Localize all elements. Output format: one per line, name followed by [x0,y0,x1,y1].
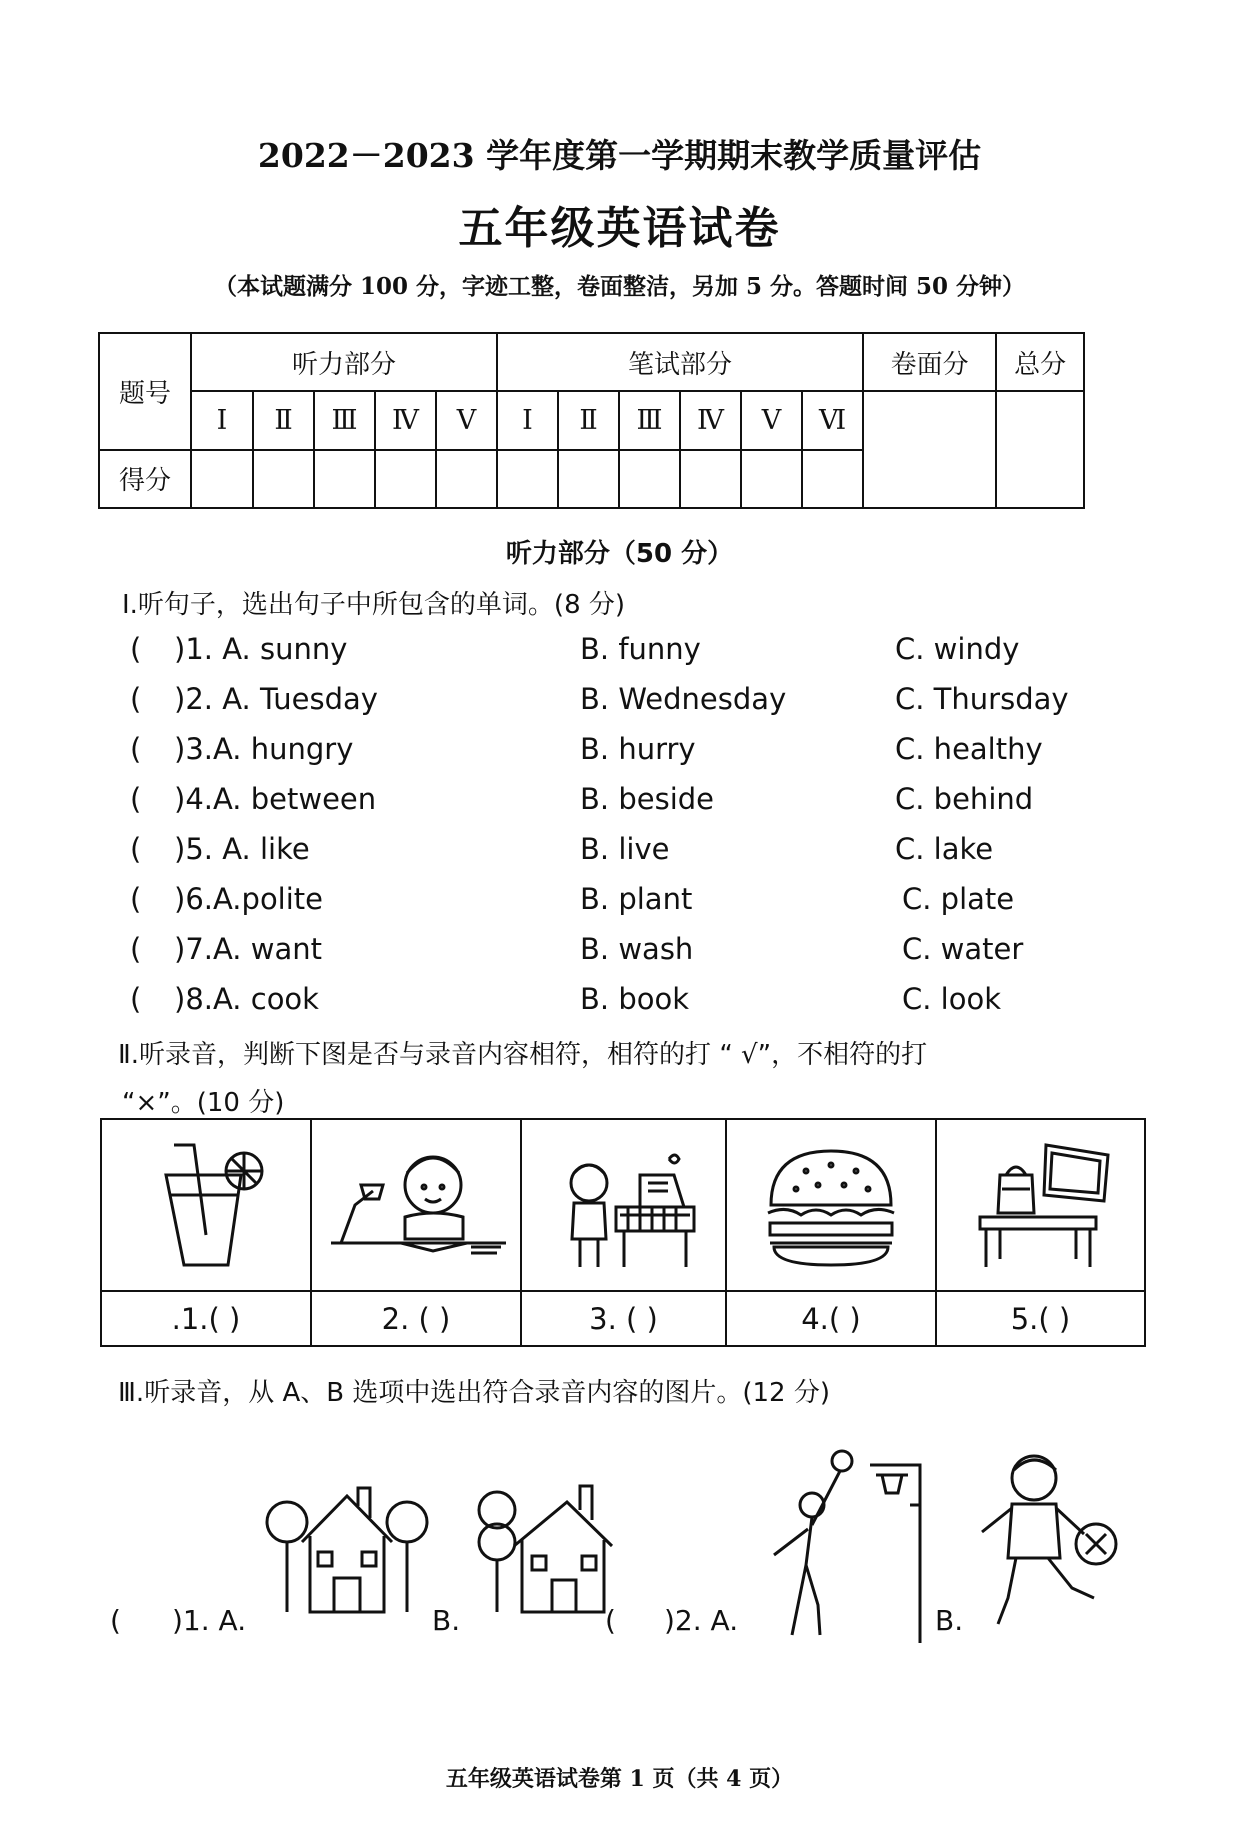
soccer-player-icon [972,1448,1122,1628]
option-b: B. plant [580,882,693,916]
listening-col-4: Ⅳ [375,391,436,449]
section1-title: Ⅰ.听句子，选出句子中所包含的单词。(8 分) [122,590,626,620]
score-cell[interactable] [436,450,497,508]
option-c: C. water [902,932,1024,966]
picture-cell [936,1119,1145,1291]
q3-1-option-b: B. [432,1604,461,1637]
option-b: B. live [580,832,670,866]
list-item [0,832,1239,876]
answer-paren[interactable]: ( [130,682,142,716]
answer-paren[interactable]: ( [130,932,142,966]
hamburger-icon [756,1135,906,1275]
q3-1-option-a: )1. A. [172,1604,247,1637]
listening-heading: 听力部分（50 分） [505,539,734,569]
picture-cell [726,1119,936,1291]
section3-title: Ⅲ.听录音，从 A、B 选项中选出符合录音内容的图片。(12 分) [118,1378,830,1408]
answer-paren[interactable]: ( [130,632,142,666]
option-c: C. Thursday [895,682,1069,716]
option-c: C. look [902,982,1002,1016]
section2-title-line1: Ⅱ.听录音，判断下图是否与录音内容相符，相符的打 “ √”，不相符的打 [118,1040,928,1070]
total-score-label: 总分 [996,333,1084,391]
writing-col-1: Ⅰ [497,391,558,449]
list-item [0,932,1239,976]
q3-2-option-a: )2. A. [664,1604,739,1637]
section2-title-line2: “×”。(10 分) [122,1088,285,1118]
option-a: )7.A. want [174,932,322,966]
list-item [0,632,1239,676]
option-b: B. beside [580,782,714,816]
picture-answer-1[interactable]: .1.( ) [101,1291,311,1346]
answer-paren[interactable]: ( [130,882,142,916]
option-a: )8.A. cook [174,982,319,1016]
score-cell[interactable] [375,450,436,508]
option-a: )5. A. like [174,832,310,866]
neatness-score-cell[interactable] [863,391,996,508]
picture-cell [101,1119,311,1291]
score-cell[interactable] [619,450,680,508]
writing-col-5: Ⅴ [741,391,802,449]
option-b: B. hurry [580,732,696,766]
picture-judgement-table [100,1118,1146,1347]
listening-part-label: 听力部分 [191,333,497,391]
option-a: )3.A. hungry [174,732,354,766]
option-a: )6.A.polite [174,882,324,916]
answer-paren[interactable]: ( [130,782,142,816]
option-c: C. windy [895,632,1020,666]
list-item [0,682,1239,726]
score-cell[interactable] [253,450,314,508]
writing-col-2: Ⅱ [558,391,619,449]
listening-col-3: Ⅲ [314,391,375,449]
studying-boy-icon [321,1135,511,1275]
total-score-cell[interactable] [996,391,1084,508]
option-a: )4.A. between [174,782,377,816]
picture-cell [311,1119,521,1291]
option-a: )1. A. sunny [174,632,348,666]
option-a: )2. A. Tuesday [174,682,378,716]
option-b: B. book [580,982,690,1016]
listening-col-5: Ⅴ [436,391,497,449]
score-row-label: 得分 [99,450,191,508]
picture-answer-4[interactable]: 4.( ) [726,1291,936,1346]
list-item [0,882,1239,926]
picture-answer-5[interactable]: 5.( ) [936,1291,1145,1346]
list-item [0,732,1239,776]
writing-col-4: Ⅳ [680,391,741,449]
q3-2-option-b: B. [935,1604,964,1637]
q3-1-paren[interactable]: ( [110,1604,121,1637]
score-cell[interactable] [191,450,253,508]
option-c: C. behind [895,782,1034,816]
option-c: C. plate [902,882,1015,916]
score-cell[interactable] [802,450,863,508]
score-cell[interactable] [558,450,619,508]
desk-with-bag-icon [966,1135,1116,1275]
basketball-player-icon [770,1445,940,1645]
score-cell[interactable] [741,450,802,508]
list-item [0,982,1239,1026]
score-table [98,332,1085,509]
answer-paren[interactable]: ( [130,982,142,1016]
exam-title-line2: 五年级英语试卷 [458,203,781,254]
list-item [0,782,1239,826]
option-b: B. funny [580,632,701,666]
option-b: B. Wednesday [580,682,787,716]
writing-col-3: Ⅲ [619,391,680,449]
listening-col-2: Ⅱ [253,391,314,449]
exam-title-line1: 2022－2023 学年度第一学期期末教学质量评估 [257,136,982,175]
question-number-label: 题号 [99,333,191,450]
picture-answer-3[interactable]: 3. ( ) [521,1291,726,1346]
writing-col-6: Ⅵ [802,391,863,449]
score-cell[interactable] [497,450,558,508]
juice-icon [146,1135,266,1275]
score-cell[interactable] [314,450,375,508]
listening-col-1: Ⅰ [191,391,253,449]
page-footer: 五年级英语试卷第 1 页（共 4 页） [445,1766,794,1792]
answer-paren[interactable]: ( [130,832,142,866]
house-with-trees-icon-a [262,1472,432,1622]
house-with-trees-icon-b [472,1472,642,1622]
option-c: C. lake [895,832,994,866]
piano-player-icon [544,1135,704,1275]
q3-2-paren[interactable]: ( [605,1604,616,1637]
neatness-score-label: 卷面分 [863,333,996,391]
answer-paren[interactable]: ( [130,732,142,766]
score-cell[interactable] [680,450,741,508]
exam-note: （本试题满分 100 分，字迹工整，卷面整洁，另加 5 分。答题时间 50 分钟） [213,273,1026,300]
picture-answer-2[interactable]: 2. ( ) [311,1291,521,1346]
picture-cell [521,1119,726,1291]
option-b: B. wash [580,932,694,966]
option-c: C. healthy [895,732,1043,766]
writing-part-label: 笔试部分 [497,333,863,391]
